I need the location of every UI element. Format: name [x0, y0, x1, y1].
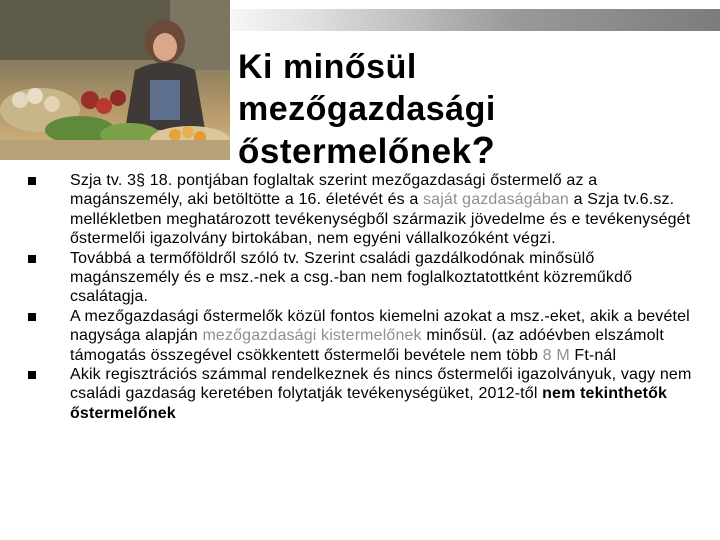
bullet-3-highlight: mezőgazdasági kistermelőnek: [202, 327, 422, 345]
bullet-3-text-1: A mezőgazdasági őstermelők közül fontos kiemelni azokat a msz.-eket, akik a bevétel nagysága alapján: [70, 307, 690, 345]
market-photo-illustration: [0, 0, 230, 160]
square-bullet-icon: [28, 255, 36, 263]
bullet-2-text-1: Továbbá a termőföldről szóló tv. Szerint családi gazdálkodónak minősülő magánszemély és e msz.-nek a csg.-ban nem foglalkoztatottként közreműkdő csalátagja.: [70, 249, 633, 306]
page-title: [238, 46, 708, 173]
bullet-item-2: [28, 249, 696, 307]
header-accent-bar: [200, 9, 720, 31]
title-line-3-text: őstermelőnek: [238, 132, 472, 171]
bullet-1-text-2: a Szja tv.6.sz. mellékletben meghatározott tevékenységből származik jövedelme és e tevékenységét őstermelői igazolvány birtokában, nem egyéni vállalkozóként végzi.: [70, 191, 691, 248]
square-bullet-icon: [28, 177, 36, 185]
bullet-3-text-3: Ft-nál: [569, 346, 617, 364]
bullet-list: [28, 171, 696, 423]
bullet-3-amount: 8 M: [542, 346, 570, 364]
bullet-4-emphasis: nem tekinthetők őstermelőnek: [70, 385, 668, 422]
bullet-item-4: [28, 365, 696, 423]
square-bullet-icon: [28, 313, 36, 321]
title-line-1: Ki minősül: [238, 48, 417, 86]
title-question-mark: ?: [471, 130, 496, 172]
title-line-2: mezőgazdasági: [238, 90, 496, 128]
square-bullet-icon: [28, 371, 36, 379]
bullet-3-text-2: minősül. (az adóévben elszámolt támogatás összegével csökkentett őstermelői bevétele nem több: [70, 327, 664, 364]
market-photo: [0, 0, 230, 160]
bullet-item-1: [28, 171, 696, 249]
bullet-1-highlight: saját gazdaságában: [423, 191, 569, 209]
bullet-4-text-1: Akik regisztrációs számmal rendelkeznek és nincs őstermelői igazolványuk, vagy nem családi gazdaság keretében folytatják tevékenységüket, 2012-től: [70, 366, 692, 403]
title-line-3: [238, 130, 708, 173]
bullet-item-3: [28, 307, 696, 365]
bullet-1-text-1: Szja tv. 3§ 18. pontjában foglaltak szerint mezőgazdasági őstermelő az a magánszemély, aki betöltötte a 16. életévét és a: [70, 172, 598, 209]
